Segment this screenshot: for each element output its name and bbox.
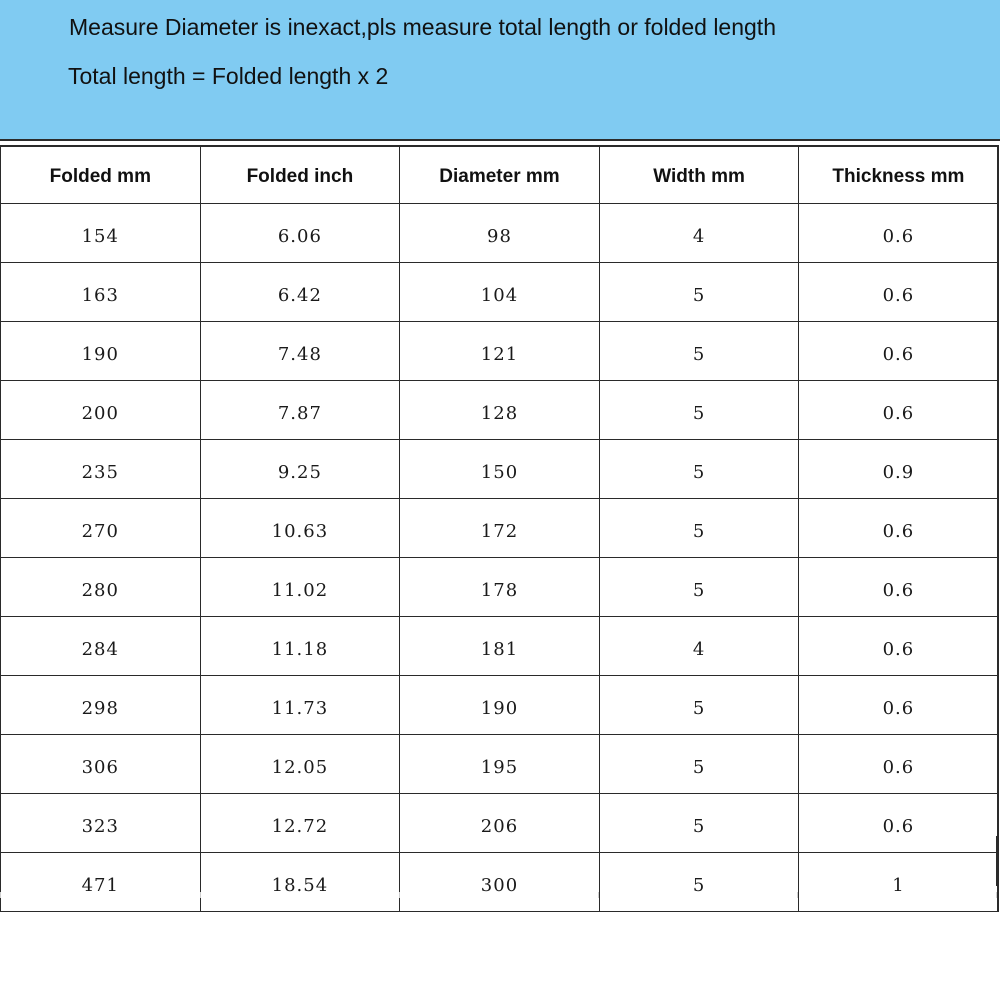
table-body	[1, 204, 999, 912]
grid-tick	[598, 892, 599, 898]
cell-width-mm: 5	[599, 381, 799, 440]
cell-width-mm: 5	[599, 440, 799, 499]
cell-thickness-mm: 0.6	[799, 263, 999, 322]
cell-folded-mm: 154	[1, 204, 201, 263]
cell-thickness-mm: 0.6	[799, 676, 999, 735]
cell-folded-mm: 200	[1, 381, 201, 440]
measurement-note: Measure Diameter is inexact,pls measure total length or folded length	[69, 14, 776, 40]
column-header-thickness-mm: Thickness mm	[799, 146, 999, 204]
cell-width-mm: 5	[599, 558, 799, 617]
cell-diameter-mm: 172	[400, 499, 600, 558]
column-header-width-mm: Width mm	[599, 146, 799, 204]
cell-thickness-mm: 0.6	[799, 558, 999, 617]
cell-width-mm: 5	[599, 735, 799, 794]
column-header-folded-inch: Folded inch	[200, 146, 400, 204]
cell-folded-inch: 12.05	[200, 735, 400, 794]
cell-folded-mm: 190	[1, 322, 201, 381]
table-row	[1, 617, 999, 676]
cell-thickness-mm: 0.6	[799, 204, 999, 263]
cell-folded-inch: 10.63	[200, 499, 400, 558]
table-row	[1, 499, 999, 558]
cell-diameter-mm: 121	[400, 322, 600, 381]
cell-diameter-mm: 128	[400, 381, 600, 440]
cell-width-mm: 5	[599, 853, 799, 912]
cell-thickness-mm: 0.6	[799, 617, 999, 676]
cell-width-mm: 5	[599, 499, 799, 558]
cell-thickness-mm: 1	[799, 853, 999, 912]
table-row	[1, 440, 999, 499]
table-row	[1, 381, 999, 440]
table-row	[1, 794, 999, 853]
table-row	[1, 853, 999, 912]
cell-folded-inch: 11.02	[200, 558, 400, 617]
grid-tick	[0, 892, 1, 898]
cell-folded-inch: 7.48	[200, 322, 400, 381]
cell-folded-inch: 18.54	[200, 853, 400, 912]
cell-diameter-mm: 195	[400, 735, 600, 794]
cell-folded-mm: 323	[1, 794, 201, 853]
cell-folded-mm: 163	[1, 263, 201, 322]
table-row	[1, 263, 999, 322]
cell-thickness-mm: 0.6	[799, 322, 999, 381]
size-table	[0, 145, 999, 912]
cell-width-mm: 4	[599, 617, 799, 676]
table-row	[1, 204, 999, 263]
length-formula-note: Total length = Folded length x 2	[68, 63, 389, 89]
cell-diameter-mm: 300	[400, 853, 600, 912]
table-row	[1, 735, 999, 794]
cell-thickness-mm: 0.6	[799, 499, 999, 558]
cell-diameter-mm: 206	[400, 794, 600, 853]
cell-folded-inch: 9.25	[200, 440, 400, 499]
grid-tick	[797, 892, 798, 898]
grid-tick	[200, 892, 201, 898]
column-header-folded-mm: Folded mm	[1, 146, 201, 204]
cell-folded-inch: 7.87	[200, 381, 400, 440]
cell-diameter-mm: 190	[400, 676, 600, 735]
cell-width-mm: 4	[599, 204, 799, 263]
table-row	[1, 322, 999, 381]
cell-folded-inch: 12.72	[200, 794, 400, 853]
grid-tick	[399, 892, 400, 898]
cell-folded-mm: 471	[1, 853, 201, 912]
column-header-diameter-mm: Diameter mm	[400, 146, 600, 204]
cell-diameter-mm: 181	[400, 617, 600, 676]
cell-thickness-mm: 0.9	[799, 440, 999, 499]
cell-width-mm: 5	[599, 263, 799, 322]
cell-folded-inch: 6.42	[200, 263, 400, 322]
right-border-line	[996, 836, 998, 886]
cell-folded-mm: 306	[1, 735, 201, 794]
cell-thickness-mm: 0.6	[799, 735, 999, 794]
cell-width-mm: 5	[599, 676, 799, 735]
cell-diameter-mm: 178	[400, 558, 600, 617]
cell-thickness-mm: 0.6	[799, 794, 999, 853]
cell-thickness-mm: 0.6	[799, 381, 999, 440]
table-header-row	[1, 146, 999, 204]
info-banner	[0, 0, 1000, 141]
cell-width-mm: 5	[599, 322, 799, 381]
cell-folded-mm: 298	[1, 676, 201, 735]
table-row	[1, 676, 999, 735]
cell-folded-mm: 284	[1, 617, 201, 676]
cell-folded-mm: 280	[1, 558, 201, 617]
cell-diameter-mm: 150	[400, 440, 600, 499]
cell-folded-inch: 11.73	[200, 676, 400, 735]
cell-folded-inch: 11.18	[200, 617, 400, 676]
table-row	[1, 558, 999, 617]
cell-folded-inch: 6.06	[200, 204, 400, 263]
cell-folded-mm: 270	[1, 499, 201, 558]
cell-diameter-mm: 104	[400, 263, 600, 322]
cell-width-mm: 5	[599, 794, 799, 853]
cell-diameter-mm: 98	[400, 204, 600, 263]
grid-tick	[996, 892, 997, 898]
cell-folded-mm: 235	[1, 440, 201, 499]
